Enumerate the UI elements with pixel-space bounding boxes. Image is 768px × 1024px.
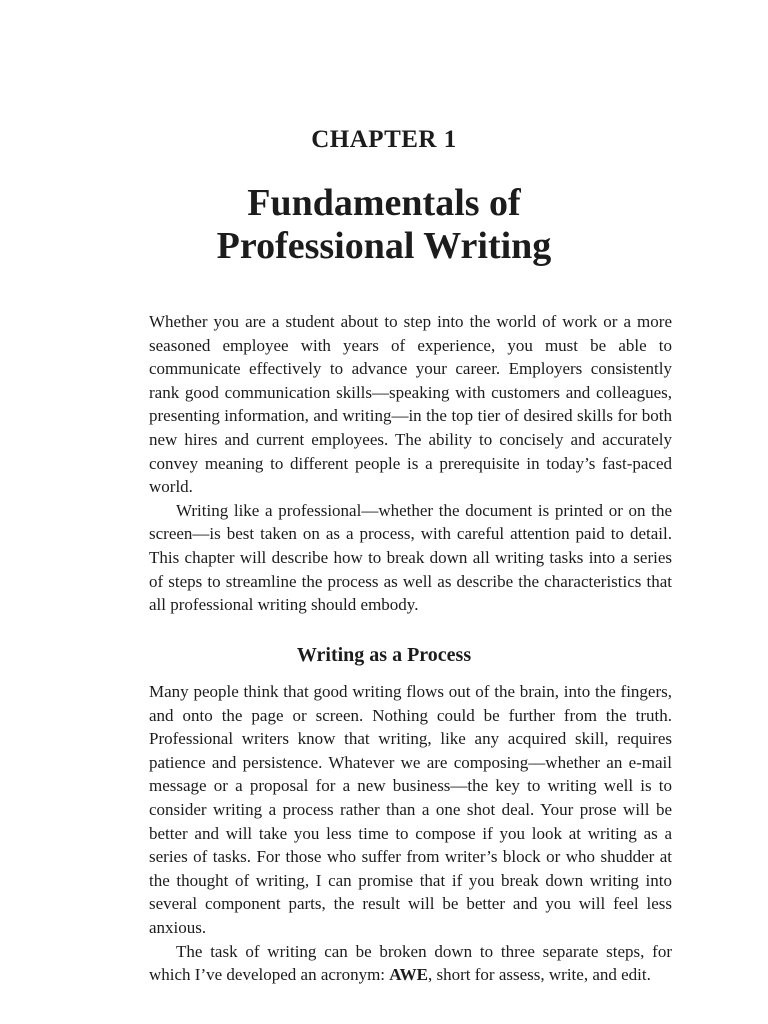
chapter-title: [0, 182, 768, 268]
chapter-title-line-2: Professional Writing: [216, 225, 552, 267]
section-text: [149, 680, 672, 987]
awe-acronym: AWE: [389, 965, 429, 985]
section-paragraph-2-start: The task of writing can be broken down to three separate steps, for which I’ve developed an acronym:: [149, 941, 672, 985]
section-paragraph-2-end: , short for assess, write, and edit.: [428, 965, 651, 985]
intro-paragraph-2: Writing like a professional—whether the document is printed or on the screen—is best taken on as a process, with careful attention paid to detail. This chapter will describe how to break down all writing tasks into a series of steps to streamline the process as well as describe the characteristics that all professional writing should embody.: [149, 500, 672, 615]
intro-text: [149, 310, 672, 617]
section-paragraph-2: [149, 940, 672, 987]
section-paragraph-1: Many people think that good writing flows out of the brain, into the fingers, and onto the page or screen. Nothing could be further from the truth. Professional writers know that writing, like any acquired skill, requires patience and persistence. Whatever we are composing—whether an e-mail message or a proposal for a new business—the key to writing well is to consider writing a process rather than a one shot deal. Your prose will be better and will take you less time to compose if you look at writing as a series of tasks. For those who suffer from writer’s block or who shudder at the thought of writing, I can promise that if you break down writing into several component parts, the result will be better and you will feel less anxious.: [149, 682, 672, 937]
chapter-title-line-1: Fundamentals of: [247, 182, 521, 224]
intro-paragraph-1: Whether you are a student about to step into the world of work or a more seasoned employee with years of experience, you must be able to communicate effectively to advance your career. Employers consistently rank good communication skills—speaking with customers and colleagues, presenting information, and writing—in the top tier of desired skills for both new hires and current employees. The ability to concisely and accurately convey meaning to different people is a prerequisite in today’s fast-paced world.: [149, 312, 672, 497]
section-heading: Writing as a Process: [296, 644, 472, 666]
chapter-label: CHAPTER 1: [311, 126, 457, 153]
